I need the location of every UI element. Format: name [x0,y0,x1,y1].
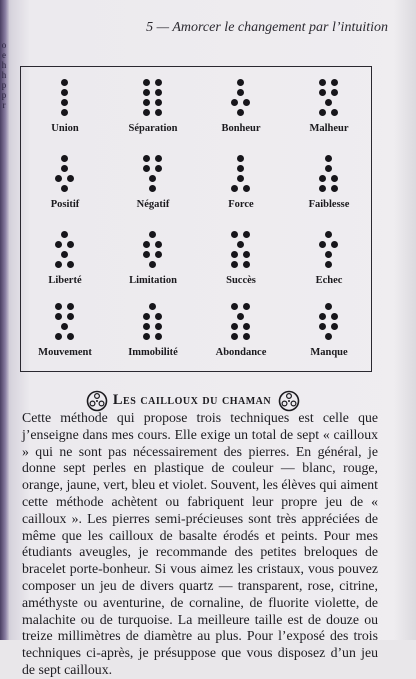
dot [243,185,250,192]
dot [231,323,238,330]
spine-letter: p [1,90,7,100]
dot-pattern [21,231,109,271]
dot [143,333,150,340]
dot [325,251,332,258]
dot [231,231,238,238]
dot-pattern [285,155,373,195]
figure-cell [197,223,285,299]
figure-label: Immobilité [128,347,178,358]
dot-pattern [197,303,285,343]
figure-cell [109,71,197,147]
dot [67,333,74,340]
dot [67,303,74,310]
dot [237,109,244,116]
dot-pattern [21,303,109,343]
figure-cell [21,71,109,147]
dot [61,79,68,86]
dot-pattern [285,231,373,271]
dot [325,231,332,238]
dot [325,261,332,268]
dot [237,175,244,182]
figure-cell [109,147,197,223]
spiral-ornament-icon [86,390,108,412]
dot [331,109,338,116]
figure-label: Positif [50,199,80,210]
figure-cell [21,295,109,371]
dot [55,303,62,310]
dot-pattern [197,155,285,195]
dot [55,313,62,320]
figure-cell [285,71,373,147]
figure-label: Faiblesse [308,199,350,210]
dot [61,99,68,106]
dot-pattern [21,79,109,119]
figure-label: Liberté [48,275,82,286]
figure-cell [197,71,285,147]
dot [237,155,244,162]
dot-pattern [285,303,373,343]
dot [231,99,238,106]
geomancy-figures-diagram [20,66,372,372]
dot-pattern [109,231,197,271]
dot [67,241,74,248]
dot [143,313,150,320]
dot [319,241,326,248]
dot-pattern [109,155,197,195]
dot [67,175,74,182]
section-title: Les cailloux du chaman [112,392,272,408]
dot [231,333,238,340]
dot-pattern [21,155,109,195]
dot [325,165,332,172]
dot [143,79,150,86]
dot [155,89,162,96]
dot [331,79,338,86]
figure-label: Séparation [128,123,178,134]
figure-cell [285,147,373,223]
dot [325,155,332,162]
dot [149,231,156,238]
dot [237,165,244,172]
spine-letter: h [1,70,7,80]
dot [331,89,338,96]
figure-label: Abondance [215,347,267,358]
figure-label: Force [228,199,254,210]
dot-pattern [197,79,285,119]
dot [237,89,244,96]
dot [55,175,62,182]
dot-pattern [109,303,197,343]
dot [143,109,150,116]
dot [331,185,338,192]
dot-pattern [197,231,285,271]
dot [243,333,250,340]
figure-label: Manque [310,347,348,358]
dot [231,251,238,258]
dot [319,79,326,86]
spine-letter: r [2,100,6,110]
spine-letters [0,40,8,110]
figure-label: Succès [226,275,256,286]
dot [243,261,250,268]
dot [155,241,162,248]
dot [143,155,150,162]
dot [61,185,68,192]
dot [155,155,162,162]
dot-pattern [109,79,197,119]
dot-pattern [285,79,373,119]
dot [155,313,162,320]
dot [149,185,156,192]
page-edge-shadow [394,0,416,640]
dot [143,323,150,330]
figure-cell [21,147,109,223]
dot [61,323,68,330]
dot [61,155,68,162]
dot [319,185,326,192]
dot [325,333,332,340]
dot [143,165,150,172]
dot [67,313,74,320]
dot [319,89,326,96]
paragraph-text: Cette méthode qui propose trois techniques est celle que j’enseigne dans mes cours. Elle exige un total de sept « cailloux » qui ne sont pas nécessairement des pierres. En général, je donne sept perles en plastique de couleur — blanc, rouge, orange, jaune, vert, bleu et violet. Souvent, les élèves qui aiment cette méthode achètent ou fabriquent leur propre jeu de « cailloux ». Les pierres semi-précieuses sont très appréciées de même que les cailloux de basalte érodés et peints. Pour mes étudiants aveugles, je recommande des petites breloques de bracelet porte-bonheur. Si vous aimez les cristaux, vous pouvez composer un jeu de divers quartz — transparent, rose, citrine, améthyste ou aventurine, de cornaline, de fluorite violette, de malachite ou de turquoise. La meilleure taille est de douze ou treize millimètres de diamètre au plus. Pour l’exposé des trois techniques ci-après, je présuppose que vous disposez d’un jeu de sept cailloux. [22,410,378,677]
dot [331,175,338,182]
dot [243,251,250,258]
dot [143,99,150,106]
dot [55,333,62,340]
dot [319,109,326,116]
figure-label: Bonheur [221,123,261,134]
figure-cell [285,223,373,299]
figure-cell [197,295,285,371]
figure-label: Union [51,123,79,134]
figure-cell [109,295,197,371]
spiral-ornament-icon [278,390,300,412]
dot [155,251,162,258]
dot [325,303,332,310]
dot [243,99,250,106]
dot [61,109,68,116]
figure-label: Malheur [309,123,349,134]
dot [319,313,326,320]
dot [243,303,250,310]
dot [155,109,162,116]
spine-letter: p [1,80,7,90]
spine-letter: e [2,50,6,60]
dot [143,241,150,248]
dot [319,175,326,182]
dot [155,323,162,330]
body-paragraph [22,410,378,679]
figure-label: Limitation [129,275,177,286]
dot [231,303,238,310]
figure-cell [21,223,109,299]
dot [155,165,162,172]
dot [331,241,338,248]
dot [67,261,74,268]
dot [61,231,68,238]
dot [155,79,162,86]
dot [325,99,332,106]
dot [143,251,150,258]
dot [61,251,68,258]
figure-cell [197,147,285,223]
dot [149,303,156,310]
figure-cell [285,295,373,371]
dot [243,231,250,238]
dot [155,333,162,340]
dot [237,241,244,248]
dot [331,323,338,330]
dot [61,89,68,96]
running-header: 5 — Amorcer le changement par l’intuition [146,20,388,35]
figure-label: Négatif [136,199,170,210]
dot [243,323,250,330]
spine-letter: o [1,40,7,50]
dot [149,261,156,268]
dot [143,89,150,96]
dot [149,175,156,182]
figure-label: Echec [315,275,343,286]
dot [55,261,62,268]
dot [237,79,244,86]
figure-cell [109,223,197,299]
dot [61,165,68,172]
spine-letter: h [1,60,7,70]
dot [237,313,244,320]
dot [331,313,338,320]
dot [155,99,162,106]
figure-label: Mouvement [38,347,92,358]
dot [55,241,62,248]
dot [231,185,238,192]
dot [231,261,238,268]
dot [319,323,326,330]
